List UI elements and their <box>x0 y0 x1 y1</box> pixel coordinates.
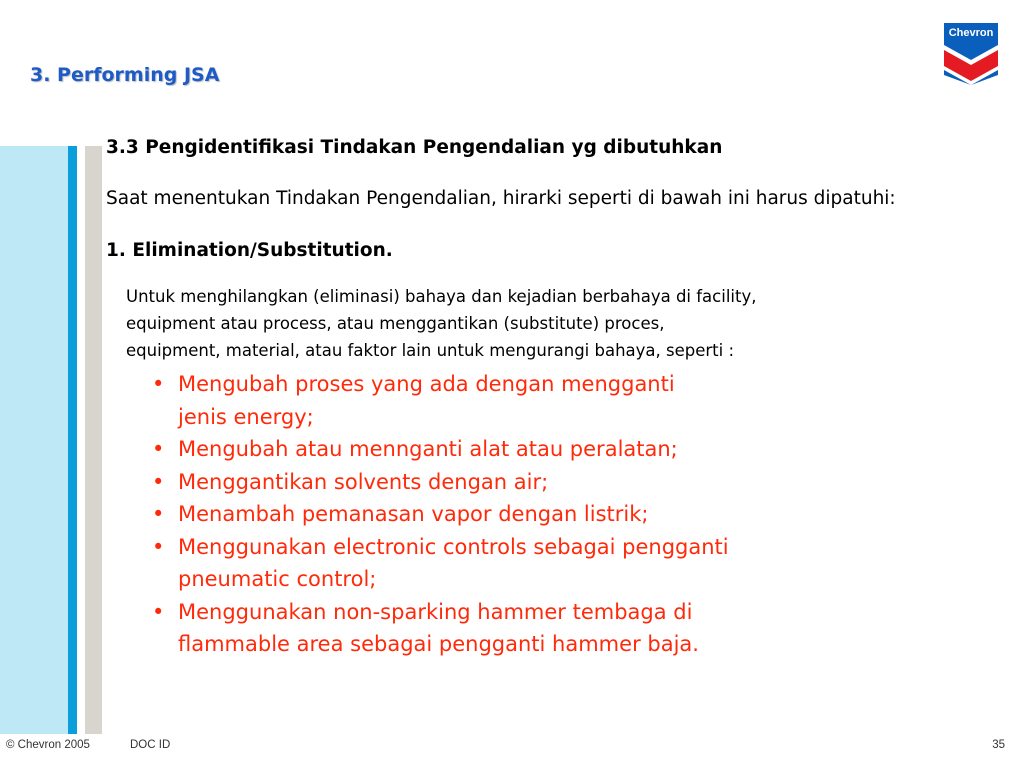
list-item-line: pneumatic control; <box>178 567 377 591</box>
bullet-icon: • <box>152 502 165 526</box>
list-item-line: Menggunakan electronic controls sebagai pengganti <box>178 534 729 559</box>
intro-text: Saat menentukan Tindakan Pengendalian, hirarki seperti di bawah ini harus dipatuhi: <box>106 188 896 209</box>
logo-text: Chevron <box>948 27 994 39</box>
list-item-line: Mengubah atau mennganti alat atau peralatan; <box>178 437 678 461</box>
description-line: Untuk menghilangkan (eliminasi) bahaya dan kejadian berbahaya di facility, <box>126 287 757 306</box>
list-item-line: Menggunakan non-sparking hammer tembaga di <box>178 599 693 624</box>
page-number: 35 <box>992 739 1005 751</box>
item-heading: 1. Elimination/Substitution. <box>106 240 393 261</box>
footer-doc-id: DOC ID <box>130 739 171 751</box>
sidebar-stripe-blue <box>68 146 77 734</box>
bullet-icon: • <box>152 372 165 396</box>
page-title: 3. Performing JSA <box>30 64 220 86</box>
list-item-line: Menggantikan solvents dengan air; <box>178 469 549 494</box>
list-item-line: jenis energy; <box>178 404 314 429</box>
list-item <box>152 596 852 661</box>
list-item <box>152 466 852 499</box>
footer-copyright: © Chevron 2005 <box>6 739 90 751</box>
list-item <box>152 433 852 466</box>
sidebar-panel <box>0 146 68 734</box>
description-line: equipment, material, atau faktor lain untuk mengurangi bahaya, seperti : <box>126 341 735 360</box>
list-item <box>152 498 852 531</box>
bullet-icon: • <box>152 534 165 559</box>
bullet-list <box>152 368 852 661</box>
list-item-line: Mengubah proses yang ada dengan mengganti <box>178 372 675 396</box>
sidebar-stripe-gap <box>77 146 85 734</box>
bullet-icon: • <box>152 437 165 461</box>
bullet-icon: • <box>152 599 165 624</box>
list-item-line: Menambah pemanasan vapor dengan listrik; <box>178 502 649 526</box>
section-heading: 3.3 Pengidentifikasi Tindakan Pengendalian yg dibutuhkan <box>106 137 723 158</box>
chevron-logo-icon <box>941 23 1001 85</box>
bullet-icon: • <box>152 469 165 494</box>
sidebar-stripe-gray <box>85 146 102 734</box>
list-item <box>152 368 852 433</box>
description-paragraph <box>126 283 906 364</box>
list-item <box>152 531 852 596</box>
list-item-line: flammable area sebagai pengganti hammer baja. <box>178 632 699 656</box>
description-line: equipment atau process, atau menggantikan (substitute) proces, <box>126 314 665 333</box>
